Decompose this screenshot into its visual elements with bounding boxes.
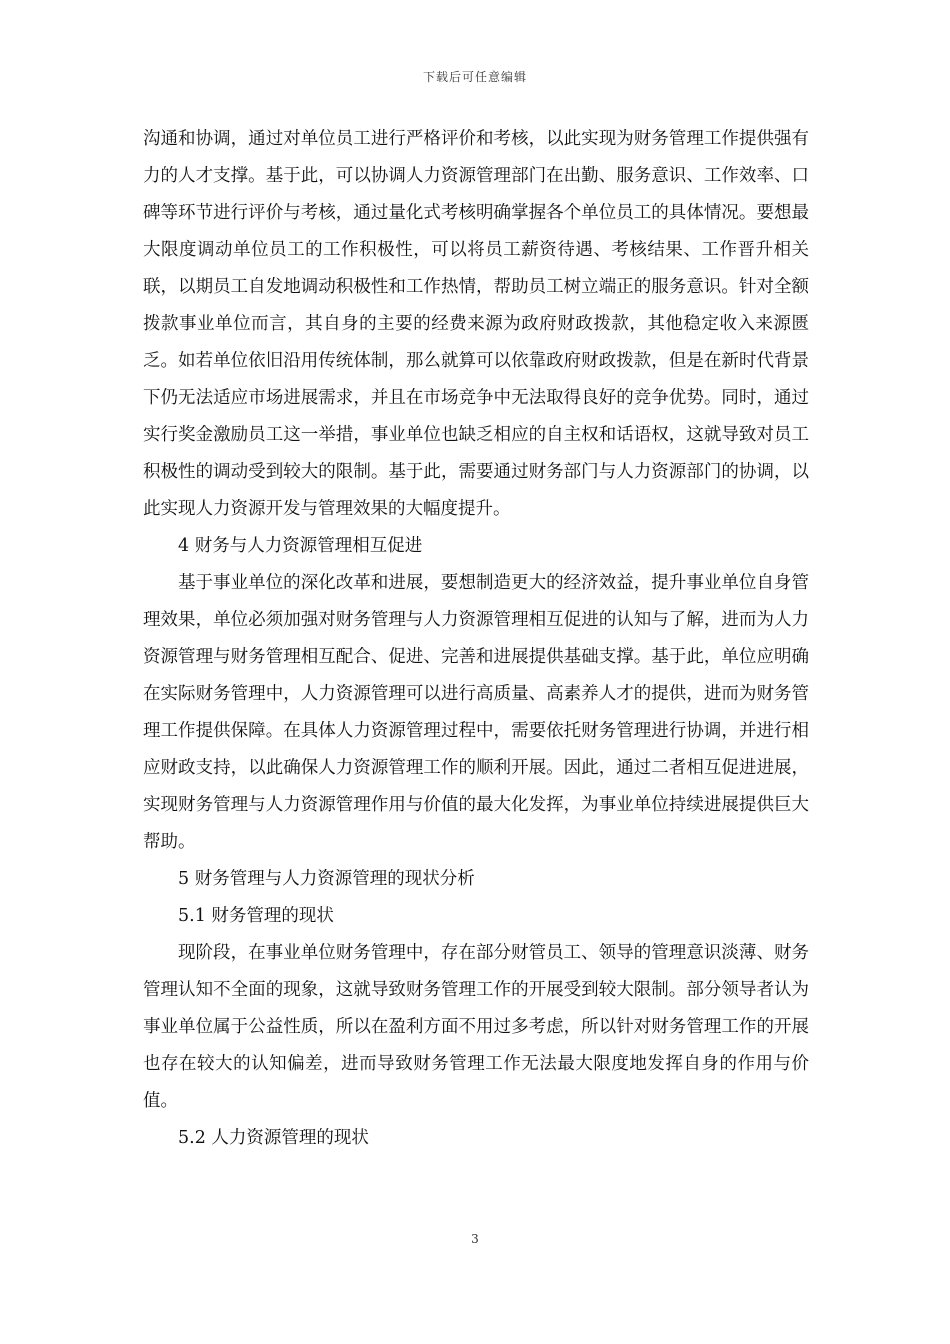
page-number: 3 <box>471 1232 479 1246</box>
paragraph-section-5-1: 现阶段，在事业单位财务管理中，存在部分财管员工、领导的管理意识淡薄、财务管理认知不全面的现象，这就导致财务管理工作的开展受到较大限制。部分领导者认为事业单位属于公益性质，所以在盈利方面不用过多考虑，所以针对财务管理工作的开展也存在较大的认知偏差，进而导致财务管理工作无法最大限度地发挥自身的作用与价值。 <box>143 943 809 1111</box>
paragraph-section-4: 基于事业单位的深化改革和进展，要想制造更大的经济效益，提升事业单位自身管理效果，单位必须加强对财务管理与人力资源管理相互促进的认知与了解，进而为人力资源管理与财务管理相互配合、促进、完善和进展提供基础支撑。基于此，单位应明确在实际财务管理中，人力资源管理可以进行高质量、高素养人才的提供，进而为财务管理工作提供保障。在具体人力资源管理过程中，需要依托财务管理进行协调，并进行相应财政支持，以此确保人力资源管理工作的顺利开展。因此，通过二者相互促进进展，实现财务管理与人力资源管理作用与价值的最大化发挥，为事业单位持续进展提供巨大帮助。 <box>143 573 809 852</box>
section-heading-5: 5 财务管理与人力资源管理的现状分析 <box>178 869 475 889</box>
subsection-heading-5-2: 5.2 人力资源管理的现状 <box>178 1128 369 1148</box>
document-body <box>143 121 809 1157</box>
subsection-heading-5-1: 5.1 财务管理的现状 <box>178 906 334 926</box>
section-heading-4: 4 财务与人力资源管理相互促进 <box>178 536 423 556</box>
page-header: 下载后可任意编辑 <box>422 70 527 84</box>
paragraph-continuation: 沟通和协调，通过对单位员工进行严格评价和考核，以此实现为财务管理工作提供强有力的人才支撑。基于此，可以协调人力资源管理部门在出勤、服务意识、工作效率、口碑等环节进行评价与考核，通过量化式考核明确掌握各个单位员工的具体情况。要想最大限度调动单位员工的工作积极性，可以将员工薪资待遇、考核结果、工作晋升相关联，以期员工自发地调动积极性和工作热情，帮助员工树立端正的服务意识。针对全额拨款事业单位而言，其自身的主要的经费来源为政府财政拨款，其他稳定收入来源匮乏。如若单位依旧沿用传统体制，那么就算可以依靠政府财政拨款，但是在新时代背景下仍无法适应市场进展需求，并且在市场竞争中无法取得良好的竞争优势。同时，通过实行奖金激励员工这一举措，事业单位也缺乏相应的自主权和话语权，这就导致对员工积极性的调动受到较大的限制。基于此，需要通过财务部门与人力资源部门的协调，以此实现人力资源开发与管理效果的大幅度提升。 <box>143 129 809 519</box>
